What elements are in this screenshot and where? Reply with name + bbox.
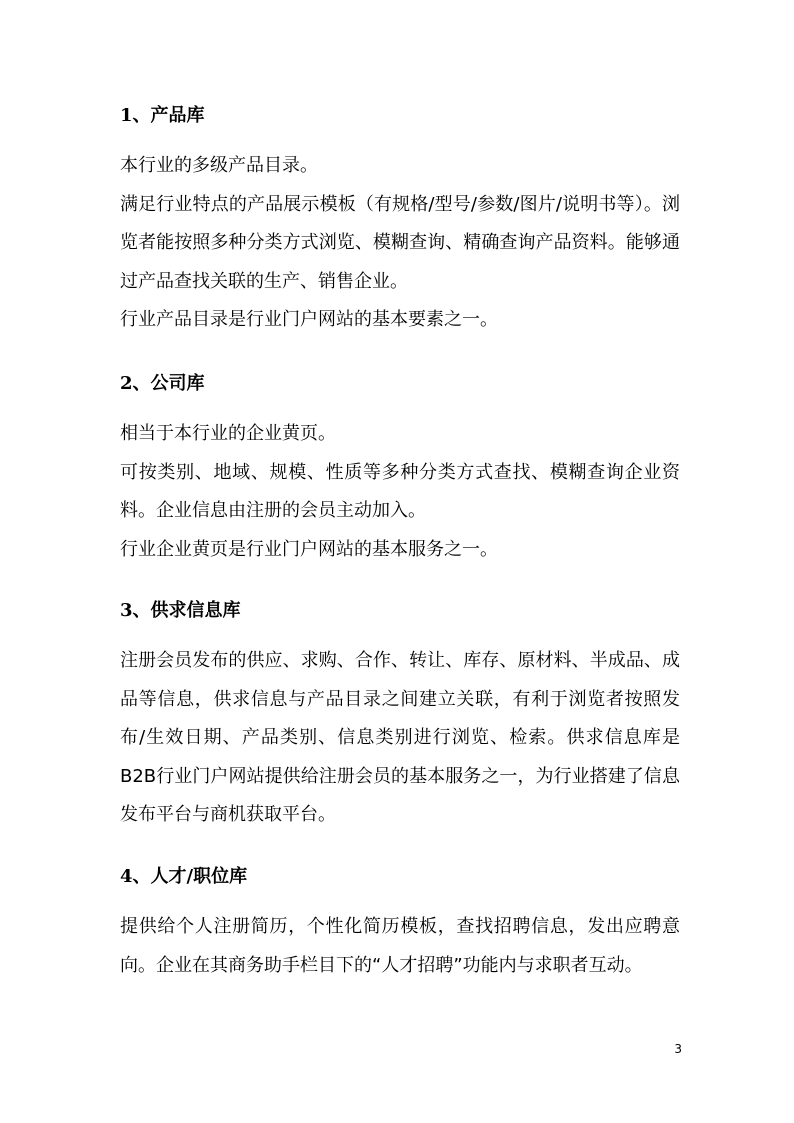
section-body bbox=[120, 147, 680, 340]
section-heading: 3、供求信息库 bbox=[120, 600, 241, 621]
section-body bbox=[120, 642, 680, 835]
paragraph: 本行业的多级产品目录。 bbox=[120, 155, 318, 176]
paragraph: 行业企业黄页是行业门户网站的基本服务之一。 bbox=[120, 538, 498, 560]
paragraph: 相当于本行业的企业黄页。 bbox=[120, 423, 336, 444]
paragraph: 行业产品目录是行业门户网站的基本要素之一。 bbox=[120, 309, 498, 330]
section-body bbox=[120, 415, 680, 569]
section-heading: 4、人才/职位库 bbox=[120, 866, 248, 887]
section-heading: 2、公司库 bbox=[120, 373, 205, 394]
paragraph: 提供给个人注册简历，个性化简历模板，查找招聘信息，发出应聘意向。企业在其商务助手栏目下的“人才招聘”功能内与求职者互动。 bbox=[120, 916, 680, 976]
section-talent-job-library bbox=[120, 865, 680, 985]
section-heading: 1、产品库 bbox=[120, 105, 205, 126]
section-body bbox=[120, 908, 680, 985]
paragraph: 满足行业特点的产品展示模板（有规格/型号/参数/图片/说明书等）。浏览者能按照多种分类方式浏览、模糊查询、精确查询产品资料。能够通过产品查找关联的生产、销售企业。 bbox=[120, 193, 680, 292]
paragraph: 可按类别、地域、规模、性质等多种分类方式查找、模糊查询企业资料。企业信息由注册的会员主动加入。 bbox=[120, 461, 680, 521]
page-number: 3 bbox=[674, 1042, 682, 1056]
paragraph: 注册会员发布的供应、求购、合作、转让、库存、原材料、半成品、成品等信息，供求信息与产品目录之间建立关联，有利于浏览者按照发布/生效日期、产品类别、信息类别进行浏览、检索。供求信息库是B2B行业门户网站提供给注册会员的基本服务之一，为行业搭建了信息发布平台与商机获取平台。 bbox=[120, 650, 680, 825]
section-company-library bbox=[120, 372, 680, 569]
section-product-library bbox=[120, 104, 680, 340]
section-supply-demand-library bbox=[120, 599, 680, 835]
